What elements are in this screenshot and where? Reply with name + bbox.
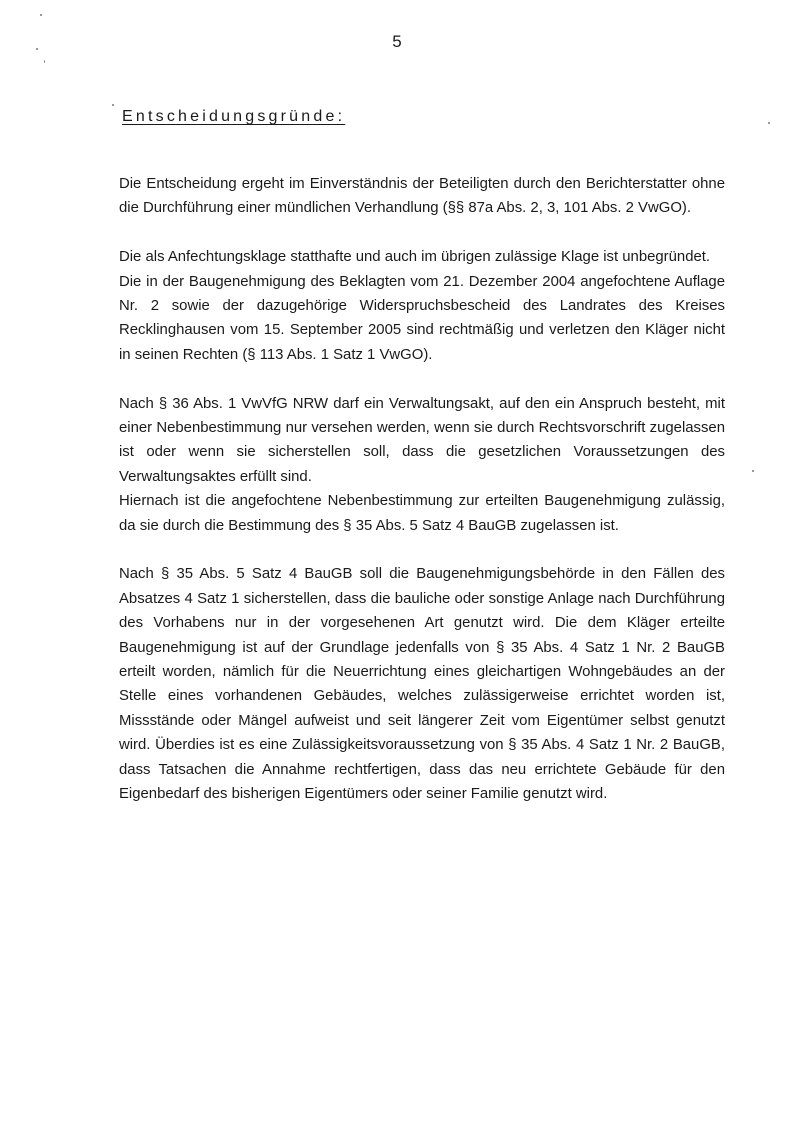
scan-speck: [768, 122, 770, 124]
paragraph-vwvfg: Nach § 36 Abs. 1 VwVfG NRW darf ein Verwaltungsakt, auf den ein Anspruch besteht, mit einer Nebenbestimmung nur versehen werden, wenn sie durch Rechtsvorschrift zugelassen ist oder wenn sie sicherstellen soll, dass die gesetzlichen Voraussetzungen des Verwaltungsaktes erfüllt sind.: [119, 395, 725, 485]
scan-speck: [112, 104, 114, 106]
paragraph-admissibility: Hiernach ist die angefochtene Nebenbestimmung zur erteilten Baugenehmigung zulässig, da sie durch die Bestimmung des § 35 Abs. 5 Satz 4 BauGB zugelassen ist.: [119, 493, 725, 534]
body-text: [119, 172, 725, 807]
scan-speck: [752, 470, 754, 472]
scan-speck: [44, 60, 45, 63]
paragraph-lawful-condition: Die in der Baugenehmigung des Beklagten vom 21. Dezember 2004 angefochtene Auflage Nr. 2 sowie der dazugehörige Widerspruchsbescheid des Landrates des Kreises Recklinghausen vom 15. September 2005 sind rechtmäßig und verletzen den Kläger nicht in seinen Rechten (§ 113 Abs. 1 Satz 1 VwGO).: [119, 273, 725, 363]
scan-speck: [40, 14, 42, 16]
paragraph-baugb: Nach § 35 Abs. 5 Satz 4 BauGB soll die Baugenehmigungsbehörde in den Fällen des Absatzes 4 Satz 1 sicherstellen, dass die bauliche oder sonstige Anlage nach Durchführung des Vorhabens nur in der vorgesehenen Art genutzt wird. Die dem Kläger erteilte Baugenehmigung ist auf der Grundlage jedenfalls von § 35 Abs. 4 Satz 1 Nr. 2 BauGB erteilt worden, nämlich für die Neuerrichtung eines gleichartigen Wohngebäudes an der Stelle eines vorhandenen Gebäudes, welches zulässigerweise errichtet worden ist, Missstände oder Mängel aufweist und seit längerer Zeit vom Eigentümer selbst genutzt wird. Überdies ist es eine Zulässigkeitsvoraussetzung von § 35 Abs. 4 Satz 1 Nr. 2 BauGB, dass Tatsachen die Annahme rechtfertigen, dass das neu errichtete Gebäude für den Eigenbedarf des bisherigen Eigentümers oder seiner Familie genutzt wird.: [119, 566, 725, 803]
paragraph-claim-unfounded: Die als Anfechtungsklage statthafte und auch im übrigen zulässige Klage ist unbegründet.: [119, 249, 711, 266]
section-heading: Entscheidungsgründe:: [122, 108, 346, 125]
paragraph-procedure: Die Entscheidung ergeht im Einverständnis der Beteiligten durch den Berichterstatter ohne die Durchführung einer mündlichen Verhandlung (§§ 87a Abs. 2, 3, 101 Abs. 2 VwGO).: [119, 176, 725, 217]
page-number: 5: [392, 32, 402, 51]
